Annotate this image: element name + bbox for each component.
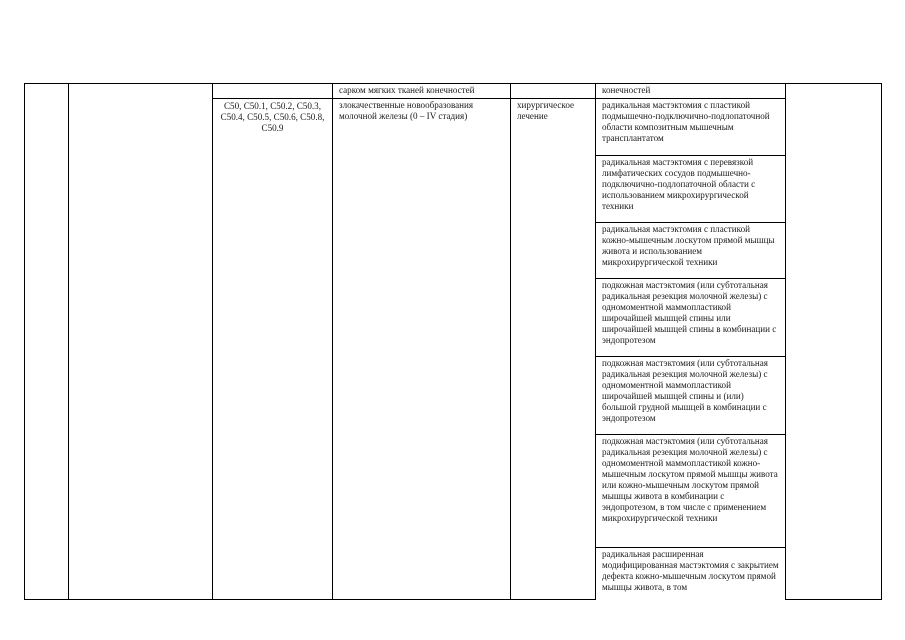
cell-number bbox=[25, 84, 69, 600]
cell-treatment-prev bbox=[511, 84, 596, 99]
cell-disease: злокачественные новообразования молочной железы (0 – IV стадия) bbox=[333, 99, 511, 600]
cell-icd-codes: C50, C50.1, C50.2, C50.3, C50.4, C50.5, C50.6, C50.8, C50.9 bbox=[213, 99, 333, 600]
cell-method-1: радикальная мастэктомия с пластикой подмышечно-подключично-подлопаточной области композитным мышечным трансплантатом bbox=[596, 99, 786, 156]
cell-method-3: радикальная мастэктомия с пластикой кожно-мышечным лоскутом прямой мышцы живота и использованием микрохирургической техники bbox=[596, 223, 786, 279]
cell-codes-prev bbox=[213, 84, 333, 99]
cell-method-4: подкожная мастэктомия (или субтотальная радикальная резекция молочной железы) с одномоментной маммопластикой широчайшей мышцей спины или широчайшей мышцей спины в комбинации с эндопротезом bbox=[596, 279, 786, 357]
cell-service-name bbox=[69, 84, 213, 600]
cell-method-7: радикальная расширенная модифицированная мастэктомия с закрытием дефекта кожно-мышечным лоскутом прямой мышцы живота, в том bbox=[596, 548, 786, 600]
table-row-previous bbox=[25, 84, 882, 99]
cell-method-6: подкожная мастэктомия (или субтотальная радикальная резекция молочной железы) с одномоментной маммопластикой кожно-мышечным лоскутом прямой мышцы живота или кожно-мышечным лоскутом прямой мышцы живота в комбинации с эндопротезом, в том числе с применением микрохирургической техники bbox=[596, 435, 786, 548]
cell-treatment: хирургическое лечение bbox=[511, 99, 596, 600]
cell-method-5: подкожная мастэктомия (или субтотальная радикальная резекция молочной железы) с одномоментной маммопластикой широчайшей мышцей спины и (или) большой грудной мышцей в комбинации с эндопротезом bbox=[596, 357, 786, 435]
cell-method-prev: конечностей bbox=[596, 84, 786, 99]
cell-method-2: радикальная мастэктомия с перевязкой лимфатических сосудов подмышечно-подключично-подлопаточной области с использованием микрохирургической техники bbox=[596, 156, 786, 223]
medical-services-table bbox=[24, 83, 882, 600]
cell-disease-prev: сарком мягких тканей конечностей bbox=[333, 84, 511, 99]
cell-cost bbox=[786, 84, 882, 600]
